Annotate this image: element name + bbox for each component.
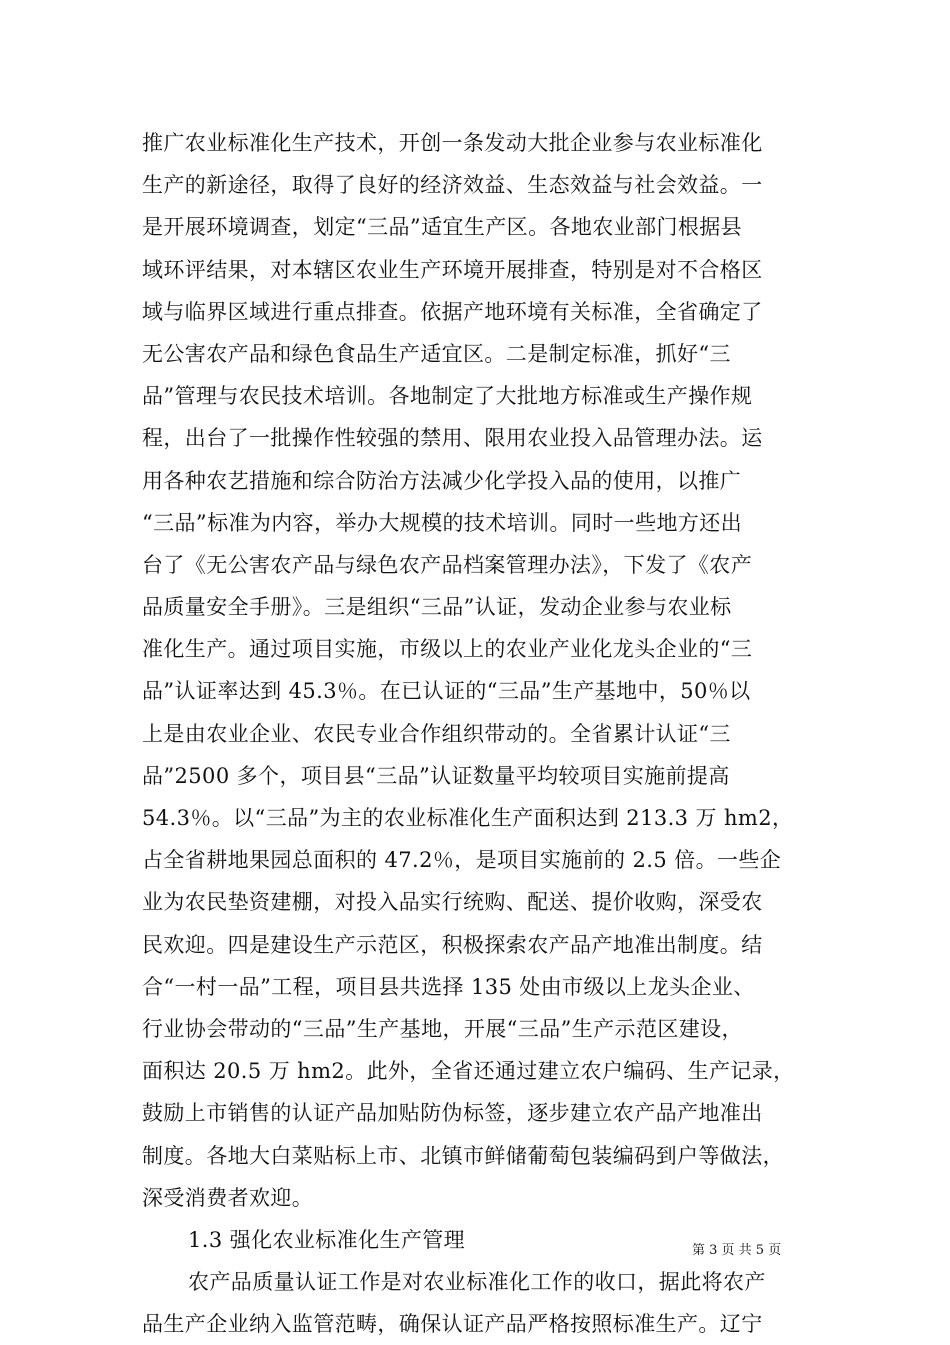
text-line: 品”认证率达到 45.3％。在已认证的“三品”生产基地中，50％以 xyxy=(142,679,751,704)
text-line: 品质量安全手册》。三是组织“三品”认证，发动企业参与农业标 xyxy=(142,595,732,620)
text-line: 品”2500 多个，项目县“三品”认证数量平均较项目实施前提高 xyxy=(142,763,730,788)
text-line: 鼓励上市销售的认证产品加贴防伪标签，逐步建立农产品产地准出 xyxy=(142,1101,763,1126)
page-number: 第 3 页 共 5 页 xyxy=(692,1243,782,1258)
section-heading: 1.3 强化农业标准化生产管理 xyxy=(188,1227,466,1252)
text-line: 准化生产。通过项目实施，市级以上的农业产业化龙头企业的“三 xyxy=(142,637,753,662)
text-line: 品生产企业纳入监管范畴，确保认证产品严格按照标准生产。辽宁 xyxy=(142,1312,763,1337)
text-line: 推广农业标准化生产技术，开创一条发动大批企业参与农业标准化 xyxy=(142,131,763,155)
text-line: 品”管理与农民技术培训。各地制定了大批地方标准或生产操作规 xyxy=(142,384,753,409)
text-line: 台了《无公害农产品与绿色农产品档案管理办法》，下发了《农产 xyxy=(142,552,753,577)
text-line: 面积达 20.5 万 hm2。此外，全省还通过建立农户编码、生产记录， xyxy=(142,1059,795,1084)
text-line: 民欢迎。四是建设生产示范区，积极探索农产品产地准出制度。结 xyxy=(142,932,763,957)
body-text xyxy=(142,122,832,1345)
text-line: 是开展环境调查，划定“三品”适宜生产区。各地农业部门根据县 xyxy=(142,215,743,240)
text-line: 占全省耕地果园总面积的 47.2％，是项目实施前的 2.5 倍。一些企 xyxy=(142,848,782,873)
text-line: “三品”标准为内容，举办大规模的技术培训。同时一些地方还出 xyxy=(142,510,743,535)
text-line: 程，出台了一批操作性较强的禁用、限用农业投入品管理办法。运 xyxy=(142,426,763,451)
text-line: 合“一村一品”工程，项目县共选择 135 处由市级以上龙头企业、 xyxy=(142,974,755,999)
text-line: 制度。各地大白菜贴标上市、北镇市鲜储葡萄包装编码到户等做法， xyxy=(142,1143,784,1168)
text-line: 域环评结果，对本辖区农业生产环境开展排查，特别是对不合格区 xyxy=(142,257,763,282)
text-line: 无公害农产品和绿色食品生产适宜区。二是制定标准，抓好“三 xyxy=(142,341,731,366)
text-line: 行业协会带动的“三品”生产基地，开展“三品”生产示范区建设， xyxy=(142,1016,743,1041)
text-line: 生产的新途径，取得了良好的经济效益、生态效益与社会效益。一 xyxy=(142,173,763,198)
text-line: 业为农民垫资建棚，对投入品实行统购、配送、提价收购，深受农 xyxy=(142,890,763,915)
text-line: 54.3％。以“三品”为主的农业标准化生产面积达到 213.3 万 hm2， xyxy=(142,806,794,830)
text-line: 用各种农艺措施和综合防治方法减少化学投入品的使用，以推广 xyxy=(142,468,742,493)
text-line: 上是由农业企业、农民专业合作组织带动的。全省累计认证“三 xyxy=(142,721,731,746)
text-line: 域与临界区域进行重点排查。依据产地环境有关标准，全省确定了 xyxy=(142,299,763,324)
text-line: 深受消费者欢迎。 xyxy=(142,1185,314,1210)
text-line: 农产品质量认证工作是对农业标准化工作的收口，据此将农产 xyxy=(188,1270,766,1295)
